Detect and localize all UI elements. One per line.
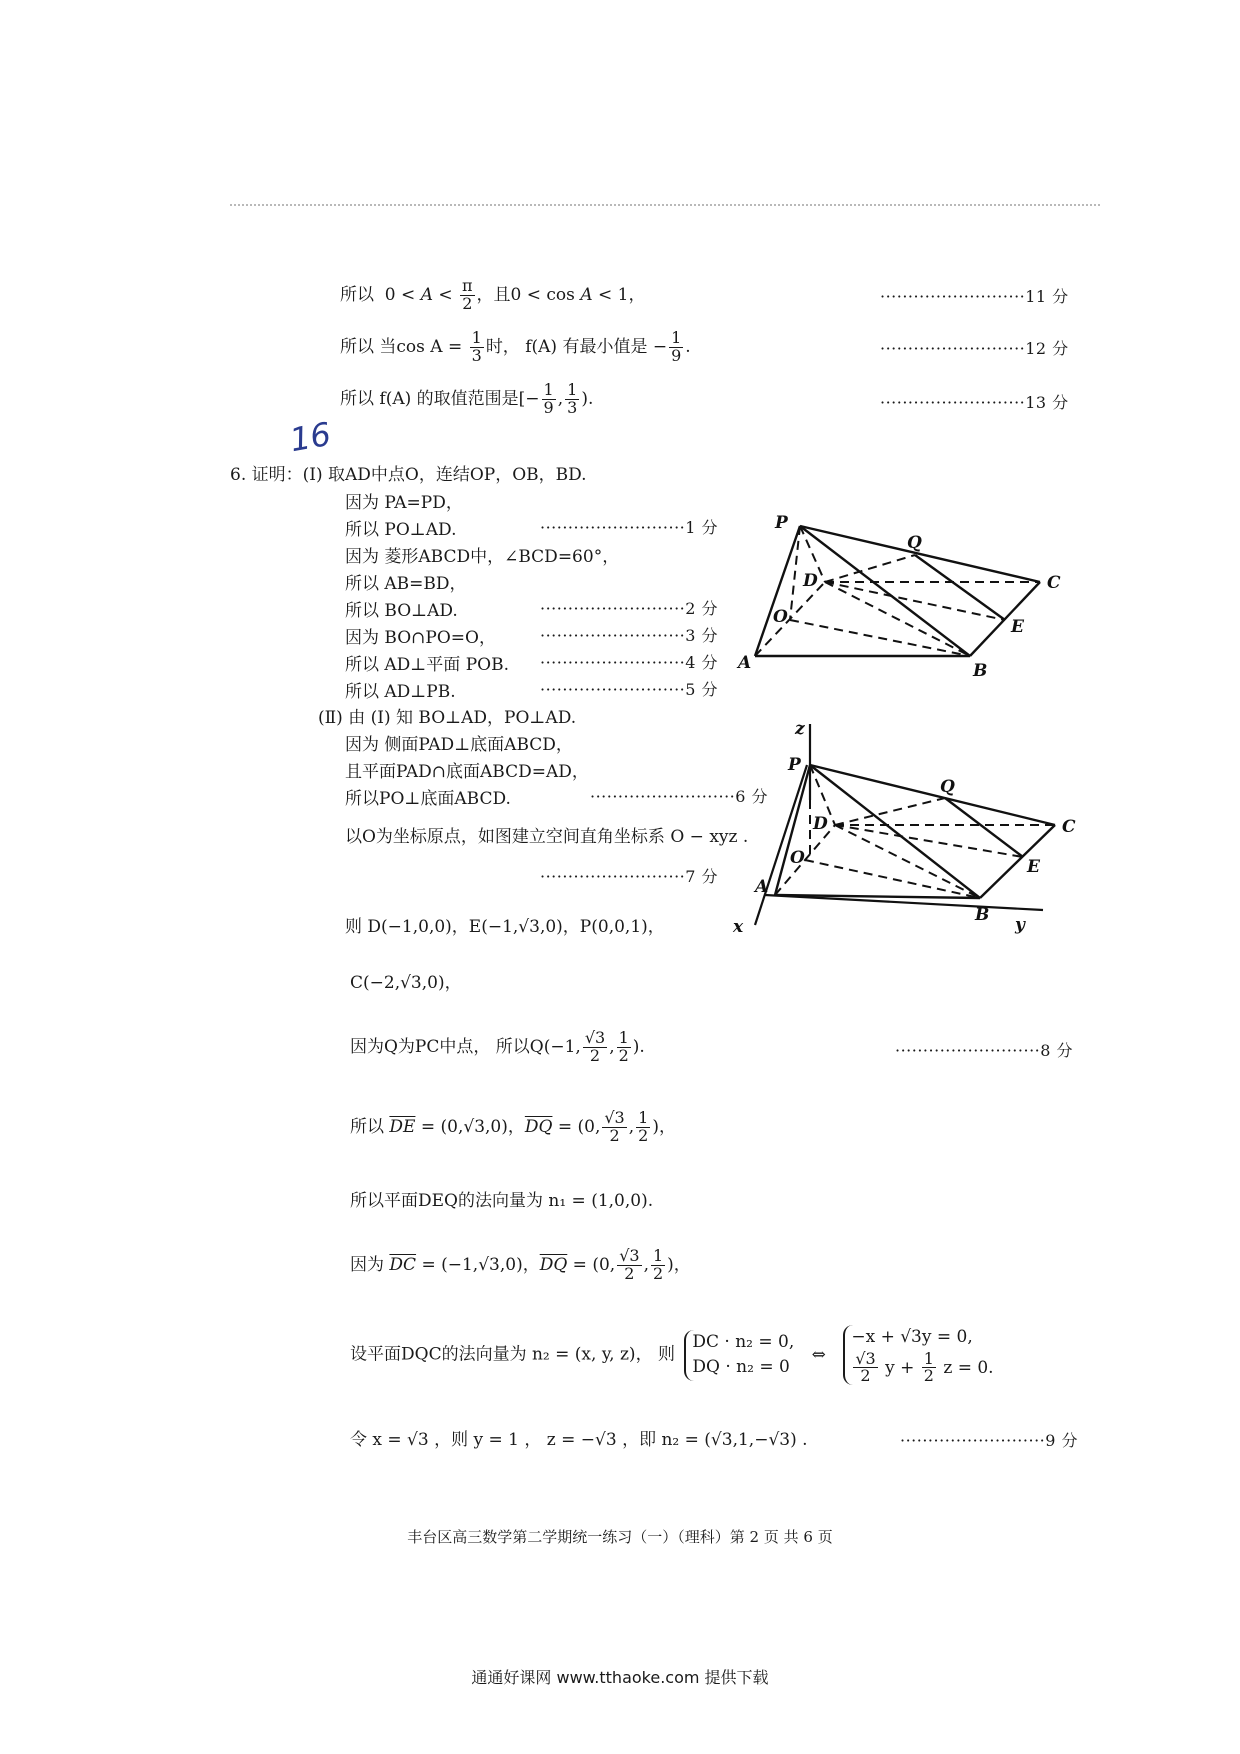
page-footer: 丰台区高三数学第二学期统一练习（一）（理科）第 2 页 共 6 页 — [407, 1528, 833, 1546]
axis-x-label: x — [733, 917, 744, 937]
problem-6-heading: 6. 证明：(Ⅰ) 取AD中点O，连结OP，OB，BD. — [230, 465, 587, 485]
label-P: P — [775, 513, 788, 533]
step-b2: 且平面PAD∩底面ABCD=AD， — [345, 762, 589, 782]
download-source: 通通好课网 www.tthaoke.com 提供下载 — [471, 1668, 769, 1687]
axis-y-label: y — [1015, 915, 1025, 935]
label-O: O — [773, 607, 788, 627]
label-Q2: Q — [940, 777, 955, 797]
line-11: 所以 0 < A < $\frac{\pi}{2}$ ，且0 < cos A < 1， — [340, 276, 646, 313]
line-12: 所以 当cos A = $\frac{1}{3}$ 时， f(A) 有最小值是 − $\frac{1}{9}$ . — [340, 328, 691, 365]
step-b4: 以O为坐标原点，如图建立空间直角坐标系 O − xyz . — [345, 827, 749, 847]
label-E: E — [1011, 617, 1024, 637]
label-B: B — [973, 661, 988, 681]
step-a6: 因为 BO∩PO=O， — [345, 628, 496, 648]
label-Q: Q — [907, 533, 922, 553]
step-b3: 所以PO⊥底面ABCD. — [345, 789, 511, 809]
label-D: D — [803, 571, 818, 591]
vectors-DE-DQ-line: 所以 $\overline{DE} = (0,√3,0)$，$\overline{DQ} = (0$, $\frac{√3}{2}$ , $\frac{1}{2}$ )， — [350, 1108, 676, 1145]
line-13: 所以 f(A) 的取值范围是[− $\frac{1}{9}$ , $\frac{1}{3}$ ). — [340, 380, 594, 417]
label-C2: C — [1062, 817, 1076, 837]
step-a8: 所以 AD⊥PB. — [345, 682, 456, 702]
score-13: ··························13 分 — [880, 393, 1069, 412]
part-2-heading: (Ⅱ) 由 (Ⅰ) 知 BO⊥AD，PO⊥AD. — [318, 708, 577, 728]
step-a5: 所以 BO⊥AD. — [345, 601, 458, 621]
coords-line-2: C(−2,√3,0)， — [350, 973, 462, 993]
label-P2: P — [788, 755, 801, 775]
solution-n2-line: 令 x = √3 ，则 y = 1 ， z = −√3 ，即 n₂ = (√3,1,−√3) . — [350, 1430, 808, 1450]
score-12: ··························12 分 — [880, 339, 1069, 358]
coords-line-1: 则 D(−1,0,0)，E(−1,√3,0)，P(0,0,1)， — [345, 917, 665, 937]
label-C: C — [1047, 573, 1061, 593]
step-a7: 所以 AD⊥平面 POB. — [345, 655, 509, 675]
label-E2: E — [1027, 857, 1040, 877]
step-a3: 因为 菱形ABCD中，∠BCD=60°， — [345, 547, 620, 567]
label-A: A — [738, 653, 752, 673]
midpoint-Q-line: 因为Q为PC中点， 所以Q(−1, $\frac{√3}{2}$ , $\frac{1}{2}$ ). — [350, 1028, 645, 1065]
label-O2: O — [790, 848, 805, 868]
score-7: ··························7 分 — [540, 867, 719, 886]
score-4: ··························4 分 — [540, 653, 719, 672]
step-a2: 所以 PO⊥AD. — [345, 520, 457, 540]
score-9: ··························9 分 — [900, 1431, 1079, 1450]
vectors-DC-DQ-line: 因为 $\overline{DC} = (-1,√3,0)$，$\overline{DQ} = (0$, $\frac{√3}{2}$ , $\frac{1}{2}$ )， — [350, 1246, 691, 1283]
score-11: ··························11 分 — [880, 287, 1069, 306]
score-6: ··························6 分 — [590, 787, 769, 806]
step-a1: 因为 PA=PD， — [345, 493, 463, 513]
score-1: ··························1 分 — [540, 518, 719, 537]
normal-DEQ-line: 所以平面DEQ的法向量为 n₁ = (1,0,0). — [350, 1191, 654, 1211]
handwritten-number: 16 — [287, 414, 334, 460]
score-8: ··························8 分 — [895, 1041, 1074, 1060]
normal-DQC-system: 设平面DQC的法向量为 n₂ = (x, y, z)， 则 DC · n₂ = 0, DQ · n₂ = 0 ⇔ −x + √3y = 0, $\frac{√3}{2}$ y + $\frac{1}{2}$ z = 0. — [350, 1327, 994, 1386]
step-a4: 所以 AB=BD， — [345, 574, 467, 594]
pyramid-figure-2 — [725, 720, 1085, 940]
axis-z-label: z — [795, 720, 805, 739]
label-A2: A — [755, 877, 769, 897]
step-b1: 因为 侧面PAD⊥底面ABCD， — [345, 735, 573, 755]
label-B2: B — [975, 905, 990, 925]
score-5: ··························5 分 — [540, 680, 719, 699]
score-2: ··························2 分 — [540, 599, 719, 618]
header-rule — [230, 204, 1100, 206]
pyramid-figure-1 — [735, 510, 1075, 685]
score-3: ··························3 分 — [540, 626, 719, 645]
label-D2: D — [813, 814, 828, 834]
